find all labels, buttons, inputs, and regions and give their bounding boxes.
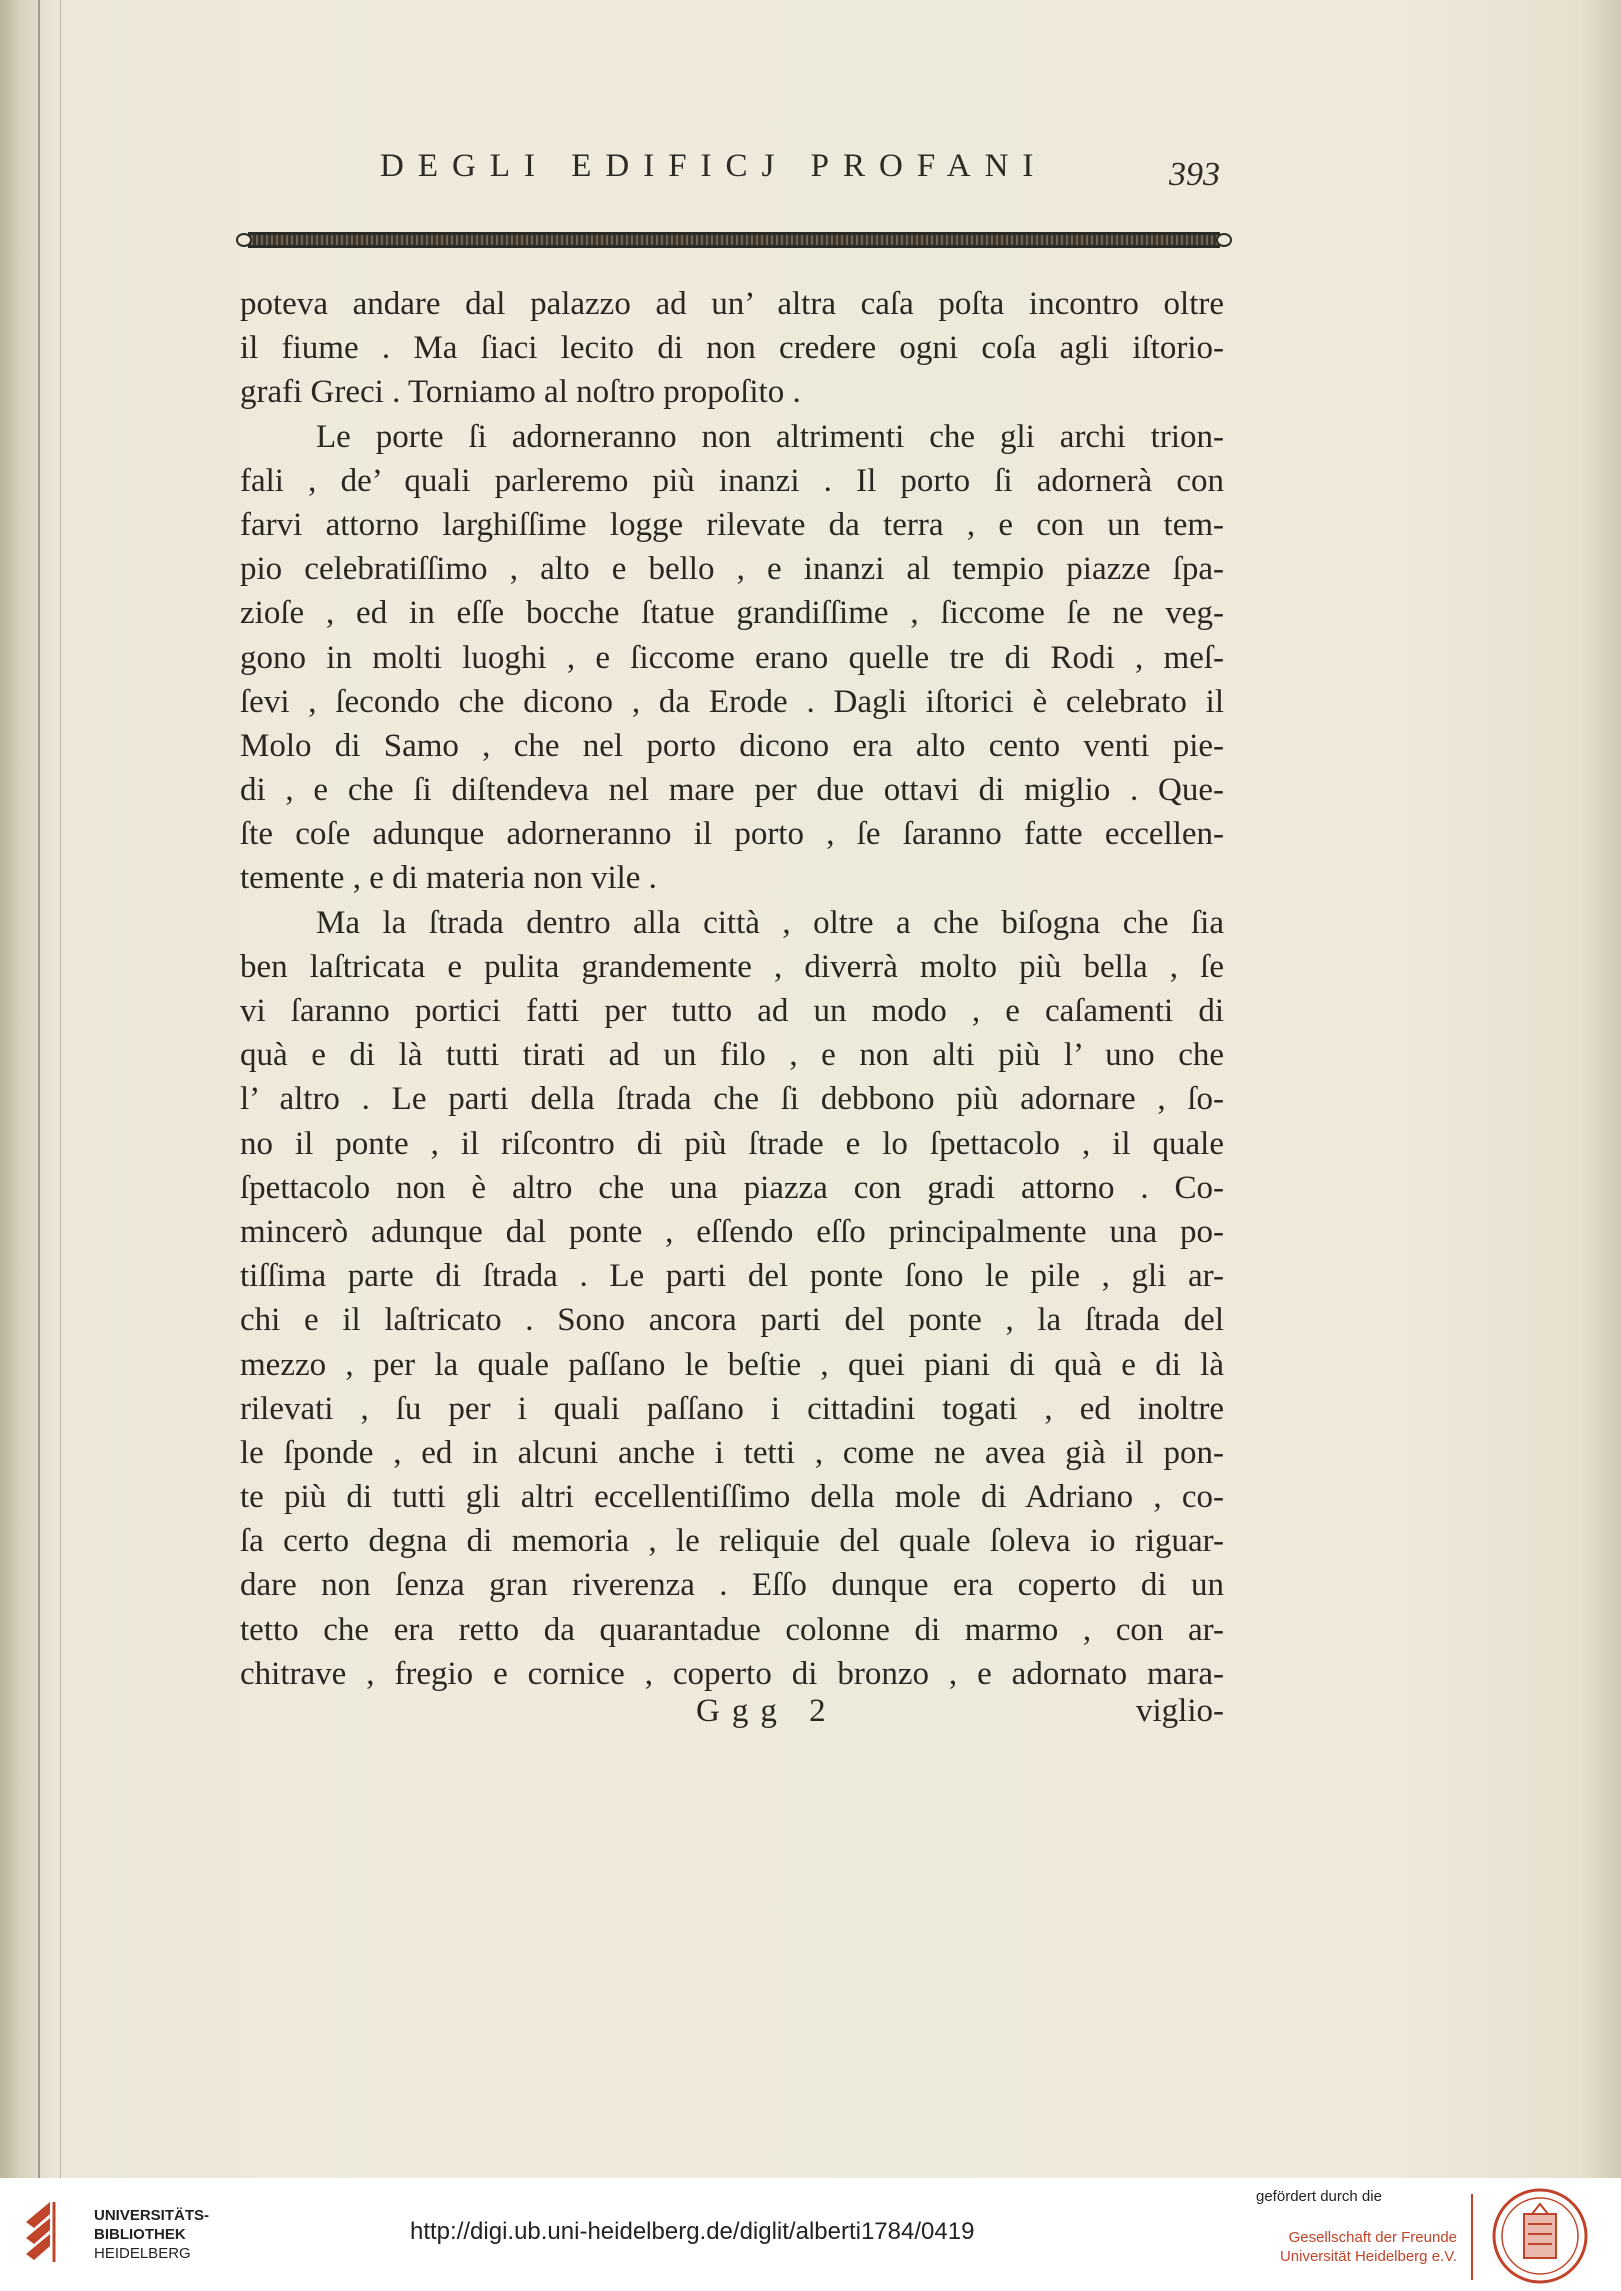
running-title: DEGLI EDIFICJ PROFANI <box>380 148 1048 184</box>
text-line: pio celebratiſſimo , alto e bello , e inanzi al tempio piazze ſpa- <box>240 551 1224 588</box>
page-edge <box>60 0 61 2178</box>
library-name-line: BIBLIOTHEK <box>94 2226 186 2243</box>
text-line: Ma la ſtrada dentro alla città , oltre a che biſogna che ſia <box>316 904 1224 941</box>
library-name <box>94 2206 209 2263</box>
university-seal-icon <box>1488 2186 1592 2286</box>
sponsor-name-line: Universität Heidelberg e.V. <box>1279 2248 1457 2265</box>
text-line: quà e di là tutti tirati ad un filo , e non alti più l’ uno che <box>240 1037 1224 1074</box>
catchword: viglio- <box>1136 1693 1224 1729</box>
sponsor-label: gefördert durch die <box>1256 2188 1382 2205</box>
book-gutter <box>38 0 40 2178</box>
page-footer <box>240 1693 1224 1737</box>
university-library-logo-icon <box>20 2192 76 2280</box>
text-line: il fiume . Ma ſiaci lecito di non credere ogni coſa agli iſtorio- <box>240 330 1224 367</box>
text-line: ben laſtricata e pulita grandemente , diverrà molto più bella , ſe <box>240 948 1224 985</box>
text-line: grafi Greci . Torniamo al noſtro propoſito . <box>240 374 801 411</box>
text-line: zioſe , ed in eſſe bocche ſtatue grandiſſime , ſiccome ſe ne veg- <box>240 595 1224 632</box>
text-line: di , e che ſi diſtendeva nel mare per due ottavi di miglio . Que- <box>240 772 1224 809</box>
text-line: le ſponde , ed in alcuni anche i tetti , come ne avea già il pon- <box>240 1434 1224 1471</box>
library-name-line: HEIDELBERG <box>94 2245 191 2262</box>
text-line: ſevi , ſecondo che dicono , da Erode . Dagli iſtorici è celebrato il <box>240 683 1224 720</box>
text-line: tetto che era retto da quarantadue colonne di marmo , con ar- <box>240 1611 1224 1648</box>
library-name-line: UNIVERSITÄTS- <box>94 2207 210 2224</box>
text-line: no il ponte , il riſcontro di più ſtrade e lo ſpettacolo , il quale <box>240 1125 1224 1162</box>
text-line: mezzo , per la quale paſſano le beſtie , quei piani di quà e di là <box>240 1346 1224 1383</box>
text-line: chi e il laſtricato . Sono ancora parti del ponte , la ſtrada del <box>240 1302 1224 1339</box>
text-line: te più di tutti gli altri eccellentiſſimo della mole di Adriano , co- <box>240 1479 1224 1516</box>
text-line: ſpettacolo non è altro che una piazza con gradi attorno . Co- <box>240 1169 1224 1206</box>
sponsor-name-line: Gesellschaft der Freunde <box>1288 2229 1457 2246</box>
body-text <box>240 282 1224 1696</box>
text-line: dare non ſenza gran riverenza . Eſſo dunque era coperto di un <box>240 1567 1224 1604</box>
banner-divider <box>1471 2194 1473 2280</box>
page-number: 393 <box>1169 156 1220 193</box>
text-line: gono in molti luoghi , e ſiccome erano quelle tre di Rodi , meſ- <box>240 639 1224 676</box>
text-line: mincerò adunque dal ponte , eſſendo eſſo principalmente una po- <box>240 1213 1224 1250</box>
text-line: ſte coſe adunque adorneranno il porto , ſe ſaranno fatte eccellen- <box>240 816 1224 853</box>
text-line: tiſſima parte di ſtrada . Le parti del ponte ſono le pile , gli ar- <box>240 1258 1224 1295</box>
sponsor-name <box>1262 2228 1457 2266</box>
text-line: chitrave , fregio e cornice , coperto di bronzo , e adornato mara- <box>240 1655 1224 1692</box>
ornamental-rule <box>248 232 1220 248</box>
text-line: l’ altro . Le parti della ſtrada che ſi debbono più adornare , ſo- <box>240 1081 1224 1118</box>
page-header <box>240 148 1220 198</box>
text-line: poteva andare dal palazzo ad un’ altra caſa poſta incontro oltre <box>240 286 1224 322</box>
text-line: vi ſaranno portici fatti per tutto ad un modo , e caſamenti di <box>240 993 1224 1029</box>
text-line: temente , e di materia non vile . <box>240 860 657 897</box>
signature-mark: Ggg 2 <box>696 1693 838 1729</box>
text-line: fali , de’ quali parleremo più inanzi . Il porto ſi adornerà con <box>240 462 1224 499</box>
permalink-url[interactable]: http://digi.ub.uni-heidelberg.de/diglit/alberti1784/0419 <box>410 2218 975 2245</box>
text-line: ſa certo degna di memoria , le reliquie del quale ſoleva io riguar- <box>240 1523 1224 1560</box>
text-line: farvi attorno larghiſſime logge rilevate da terra , e con un tem- <box>240 506 1224 543</box>
text-line: Le porte ſi adorneranno non altrimenti che gli archi trion- <box>316 418 1224 455</box>
library-banner <box>0 2178 1621 2291</box>
text-line: rilevati , ſu per i quali paſſano i cittadini togati , ed inoltre <box>240 1390 1224 1427</box>
text-line: Molo di Samo , che nel porto dicono era alto cento venti pie- <box>240 727 1224 764</box>
